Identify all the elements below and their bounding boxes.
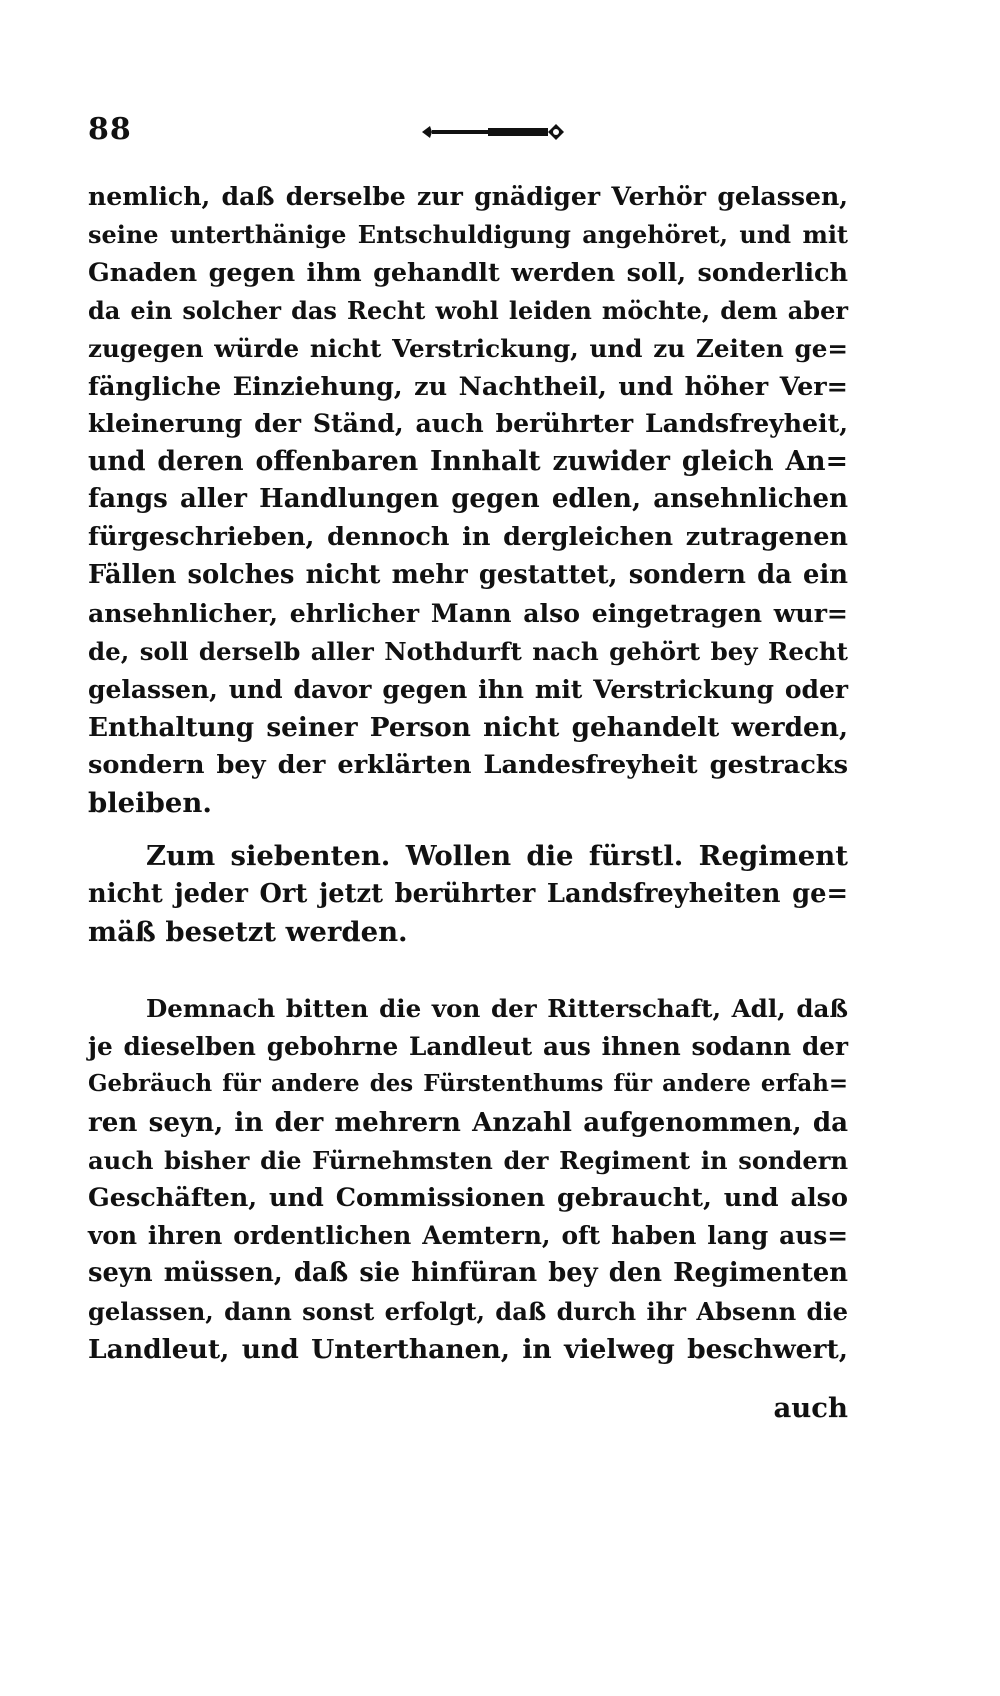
text-line: mäß besetzt werden.: [88, 915, 408, 948]
paragraph-3: [88, 990, 848, 1369]
ornamental-rule-icon: [418, 118, 568, 146]
text-line: kleinerung der Ständ, auch berührter Landsfreyheit,: [88, 408, 848, 439]
text-line: seine unterthänige Entschuldigung angehöret, und mit: [88, 219, 848, 249]
paragraph-1: [88, 178, 848, 822]
text-line: Enthaltung seiner Person nicht gehandelt werden,: [88, 711, 848, 743]
text-line: bleiben.: [88, 786, 212, 819]
paragraph-2: [88, 838, 848, 952]
text-line: Landleut, und Unterthanen, in vielweg beschwert,: [88, 1334, 848, 1366]
text-line: nemlich, daß derselbe zur gnädiger Verhör gelassen,: [88, 181, 848, 211]
text-line: de, soll derselb aller Nothdurft nach gehört bey Recht: [88, 636, 848, 666]
text-line: fängliche Einziehung, zu Nachtheil, und höher Ver=: [88, 370, 848, 401]
text-line: Zum siebenten. Wollen die fürstl. Regiment: [146, 840, 848, 872]
text-line: ren seyn, in der mehrern Anzahl aufgenommen, da: [88, 1106, 848, 1138]
text-line: Geschäften, und Commissionen gebraucht, und also: [88, 1182, 848, 1213]
text-line: Demnach bitten die von der Ritterschaft, Adl, daß: [146, 994, 848, 1023]
text-line: gelassen, dann sonst erfolgt, daß durch ihr Absenn die: [88, 1297, 848, 1327]
text-line: zugegen würde nicht Verstrickung, und zu Zeiten ge=: [88, 333, 848, 363]
text-line: von ihren ordentlichen Aemtern, oft haben lang aus=: [88, 1221, 848, 1251]
text-line: und deren offenbaren Innhalt zuwider gleich An=: [88, 446, 848, 478]
text-line: fangs aller Handlungen gegen edlen, ansehnlichen: [88, 484, 848, 515]
text-line: nicht jeder Ort jetzt berührter Landsfreyheiten ge=: [88, 878, 848, 909]
text-line: je dieselben gebohrne Landleut aus ihnen sodann der: [88, 1031, 848, 1061]
text-line: auch bisher die Fürnehmsten der Regiment in sondern: [88, 1145, 848, 1175]
text-line: Gebräuch für andere des Fürstenthums für andere erfah=: [88, 1070, 848, 1097]
text-line: sondern bey der erklärten Landesfreyheit gestracks: [88, 749, 848, 780]
catchword: auch: [773, 1392, 848, 1424]
text-line: da ein solcher das Recht wohl leiden möchte, dem aber: [88, 295, 848, 325]
text-line: gelassen, und davor gegen ihn mit Verstrickung oder: [88, 674, 848, 704]
text-line: seyn müssen, daß sie hinfüran bey den Regimenten: [88, 1258, 848, 1289]
text-line: Fällen solches nicht mehr gestattet, sondern da ein: [88, 560, 848, 591]
text-line: fürgeschrieben, dennoch in dergleichen zutragenen: [88, 522, 848, 553]
page-number: 88: [88, 112, 132, 147]
text-line: Gnaden gegen ihm gehandlt werden soll, sonderlich: [88, 256, 848, 287]
text-line: ansehnlicher, ehrlicher Mann also eingetragen wur=: [88, 597, 848, 628]
page-header: [88, 112, 808, 152]
